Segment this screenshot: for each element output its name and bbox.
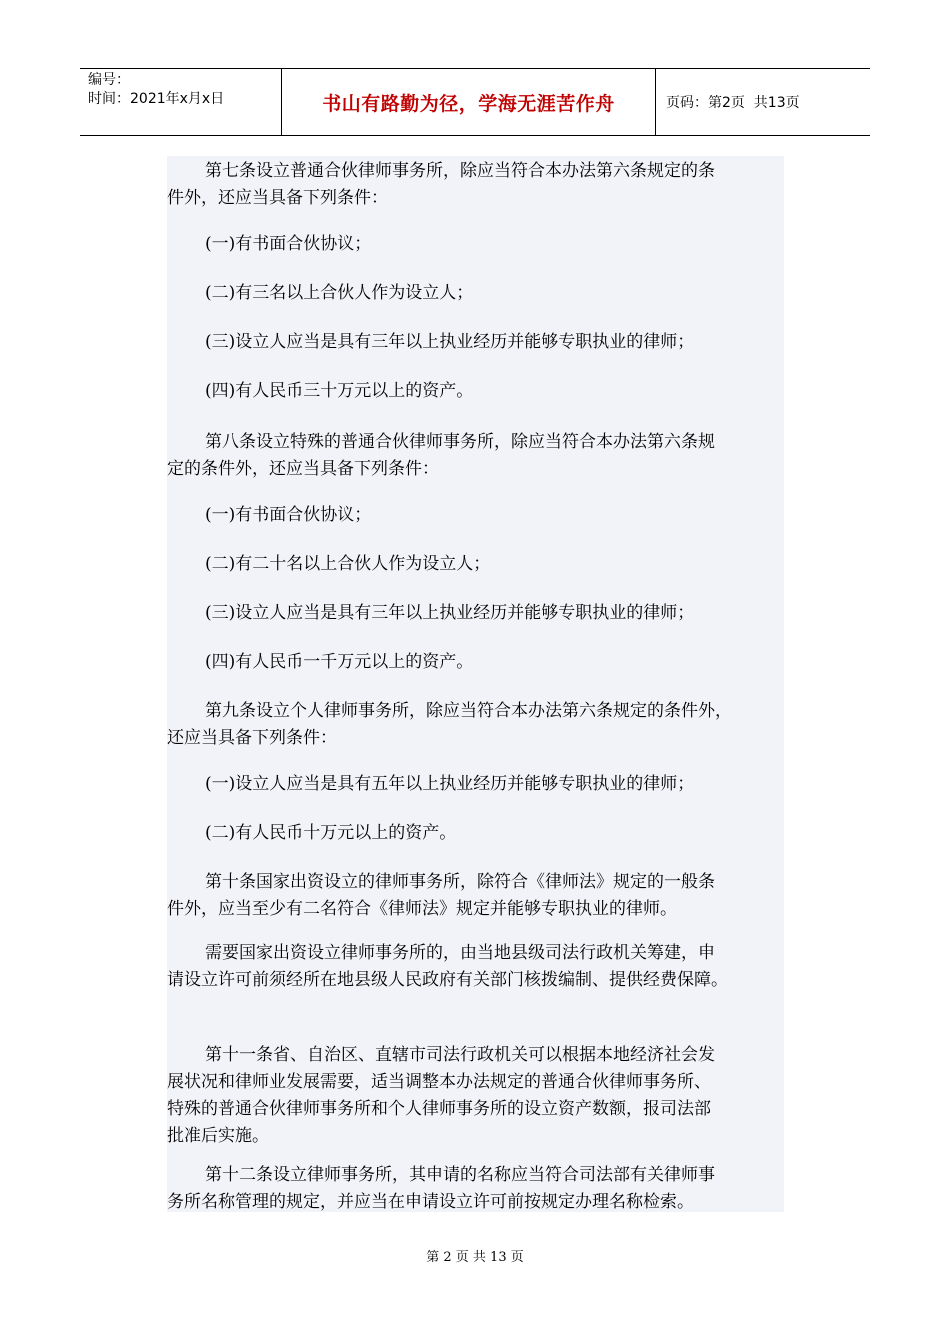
paragraph-line: 第九条设立个人律师事务所，除应当符合本办法第六条规定的条件外， — [205, 701, 732, 721]
paragraph-line: 件外，应当至少有二名符合《律师法》规定并能够专职执业的律师。 — [167, 899, 677, 919]
paragraph-line: 还应当具备下列条件： — [167, 728, 337, 748]
list-item — [167, 600, 784, 627]
paragraph-line: (二)有人民币十万元以上的资产。 — [205, 823, 457, 843]
document-number-label: 编号： — [88, 72, 130, 88]
page-footer — [0, 1246, 950, 1265]
article-11 — [167, 1042, 784, 1150]
article-7 — [167, 158, 784, 212]
article-10 — [167, 869, 784, 923]
paragraph-line: 务所名称管理的规定，并应当在申请设立许可前按规定办理名称检索。 — [167, 1192, 694, 1212]
list-item — [167, 329, 784, 356]
paragraph-line: (三)设立人应当是具有三年以上执业经历并能够专职执业的律师； — [205, 603, 695, 623]
paragraph-line: 第十条国家出资设立的律师事务所，除符合《律师法》规定的一般条 — [205, 872, 715, 892]
paragraph-line: 请设立许可前须经所在地县级人民政府有关部门核拨编制、提供经费保障。 — [167, 970, 728, 990]
article-12 — [167, 1162, 784, 1216]
list-item — [167, 551, 784, 578]
page-header — [80, 68, 870, 136]
paragraph-line: 展状况和律师业发展需要，适当调整本办法规定的普通合伙律师事务所、 — [167, 1072, 711, 1092]
list-item — [167, 771, 784, 798]
paragraph-line: 批准后实施。 — [167, 1126, 269, 1146]
header-motto: 书山有路勤为径，学海无涯苦作舟 — [282, 69, 656, 135]
paragraph-line: (一)有书面合伙协议； — [205, 505, 372, 525]
list-item — [167, 820, 784, 847]
paragraph-line: (四)有人民币三十万元以上的资产。 — [205, 381, 474, 401]
document-body — [167, 156, 784, 1212]
paragraph-line: (二)有三名以上合伙人作为设立人； — [205, 283, 474, 303]
article-8 — [167, 429, 784, 483]
paragraph-line: (二)有二十名以上合伙人作为设立人； — [205, 554, 491, 574]
header-page-info — [656, 69, 870, 135]
article-9 — [167, 698, 784, 752]
list-item — [167, 231, 784, 258]
list-item — [167, 280, 784, 307]
paragraph-line: 第八条设立特殊的普通合伙律师事务所，除应当符合本办法第六条规 — [205, 432, 715, 452]
paragraph-line: 第十二条设立律师事务所，其申请的名称应当符合司法部有关律师事 — [205, 1165, 715, 1185]
list-item — [167, 502, 784, 529]
paragraph-line: 件外，还应当具备下列条件： — [167, 188, 388, 208]
paragraph-line: 特殊的普通合伙律师事务所和个人律师事务所的设立资产数额，报司法部 — [167, 1099, 711, 1119]
header-meta — [80, 69, 282, 135]
paragraph-line: 定的条件外，还应当具备下列条件： — [167, 459, 439, 479]
paragraph-line: (三)设立人应当是具有三年以上执业经历并能够专职执业的律师； — [205, 332, 695, 352]
paragraph-line: (四)有人民币一千万元以上的资产。 — [205, 652, 474, 672]
document-date: 时间：2021年x月x日 — [88, 91, 225, 107]
list-item — [167, 649, 784, 676]
article-10-supplement — [167, 940, 784, 994]
paragraph-line: (一)设立人应当是具有五年以上执业经历并能够专职执业的律师； — [205, 774, 695, 794]
paragraph-line: 第七条设立普通合伙律师事务所，除应当符合本办法第六条规定的条 — [205, 161, 715, 181]
footer-page-number: 第 2 页 共 13 页 — [426, 1250, 524, 1265]
list-item — [167, 378, 784, 405]
header-page-info-text: 页码：第2页 共13页 — [666, 95, 800, 111]
paragraph-line: 需要国家出资设立律师事务所的，由当地县级司法行政机关筹建，申 — [205, 943, 715, 963]
paragraph-line: 第十一条省、自治区、直辖市司法行政机关可以根据本地经济社会发 — [205, 1045, 715, 1065]
paragraph-line: (一)有书面合伙协议； — [205, 234, 372, 254]
